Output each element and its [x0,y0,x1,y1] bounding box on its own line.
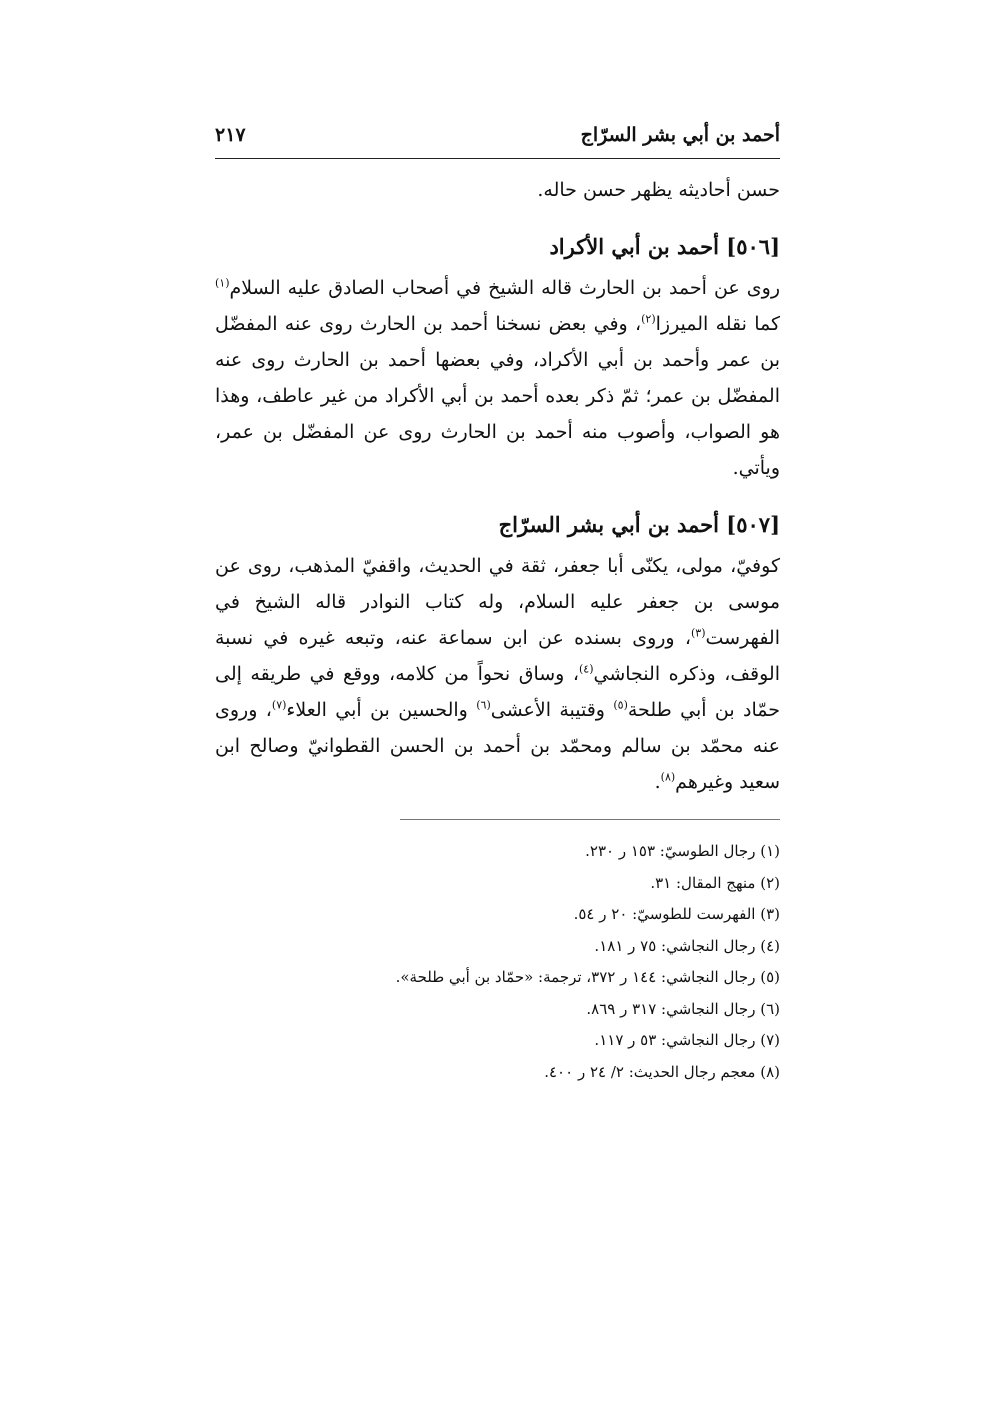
page-number: ٢١٧ [215,124,246,146]
entry-506-text-3: ، وفي بعض نسخنا أحمد بن الحارث روى عنه المفضّل بن عمر وأحمد بن أبي الأكراد، وفي بعضها أحمد بن الحارث روى عنه المفضّل بن عمر؛ ثمّ ذكر بعده أحمد بن أبي الأكراد من غير عاطف، وهذا هو الصواب، وأصوب منه أحمد بن الحارث روى عن المفضّل بن عمر، ويأتي. [215,313,780,479]
page-header [215,118,780,159]
entry-507-text-1: كوفيّ، مولى، يكنّى أبا جعفر، ثقة في الحديث، واقفيّ المذهب، روى عن موسى بن جعفر عليه السلام، وله كتاب النوادر قاله الشيخ في الفهرست [215,555,780,649]
footnote-ref-3: (٣) [690,626,706,640]
footnote-item: (٧) رجال النجاشي: ٥٣ ر ١١٧. [594,1031,780,1049]
entry-507-paragraph [215,548,780,800]
main-text [215,172,780,800]
footnote-ref-7: (٧) [271,698,287,712]
footnote-ref-1: (١) [215,276,230,290]
entry-506-paragraph [215,270,780,486]
footnote-item: (٥) رجال النجاشي: ١٤٤ ر ٣٧٢، ترجمة: «حمّاد بن أبي طلحة». [395,968,780,986]
entry-506-text-2: كما نقله الميرزا [655,313,781,335]
footnote-ref-6: (٦) [476,698,491,712]
entry-507-text-3: ، وساق نحواً من كلامه، ووقع في طريقه إلى حمّاد بن أبي طلحة [215,663,780,721]
entry-506-heading: [٥٠٦] أحمد بن أبي الأكراد [549,234,780,259]
entry-506-text-1: روى عن أحمد بن الحارث قاله الشيخ في أصحاب الصادق عليه السلام [229,277,780,299]
footnote-ref-5: (٥) [613,698,628,712]
footnote-item: (١) رجال الطوسيّ: ١٥٣ ر ٢٣٠. [585,842,780,860]
entry-507-heading: [٥٠٧] أحمد بن أبي بشر السرّاج [498,512,780,537]
footnote-item: (٦) رجال النجاشي: ٣١٧ ر ٨٦٩. [586,999,780,1018]
footnote-ref-8: (٨) [660,770,676,784]
footnote-item: (٢) منهج المقال: ٣١. [650,873,780,892]
footnote-ref-4: (٤) [578,662,594,676]
intro-line: حسن أحاديثه يظهر حسن حاله. [537,179,780,201]
footnote-separator [400,819,780,820]
running-title: أحمد بن أبي بشر السرّاج [580,124,780,146]
entry-507-text-7: . [654,771,661,793]
entry-507-text-5: والحسين بن أبي العلاء [286,699,477,721]
footnote-item: (٨) معجم رجال الحديث: ٢/ ٢٤ ر ٤٠٠. [544,1062,780,1081]
footnotes-list [215,836,780,1088]
entry-507-text-4: وقتيبة الأعشى [490,699,614,721]
footnote-item: (٣) الفهرست للطوسيّ: ٢٠ ر ٥٤. [573,905,780,923]
footnote-item: (٤) رجال النجاشي: ٧٥ ر ١٨١. [594,936,780,955]
entry-507-text-6: ، وروى عنه محمّد بن سالم ومحمّد بن أحمد بن الحسن القطوانيّ وصالح ابن سعيد وغيرهم [215,699,780,793]
footnote-ref-2: (٢) [641,312,656,326]
entry-507-text-2: ، وروى بسنده عن ابن سماعة عنه، وتبعه غيره في نسبة الوقف، وذكره النجاشي [215,627,780,685]
